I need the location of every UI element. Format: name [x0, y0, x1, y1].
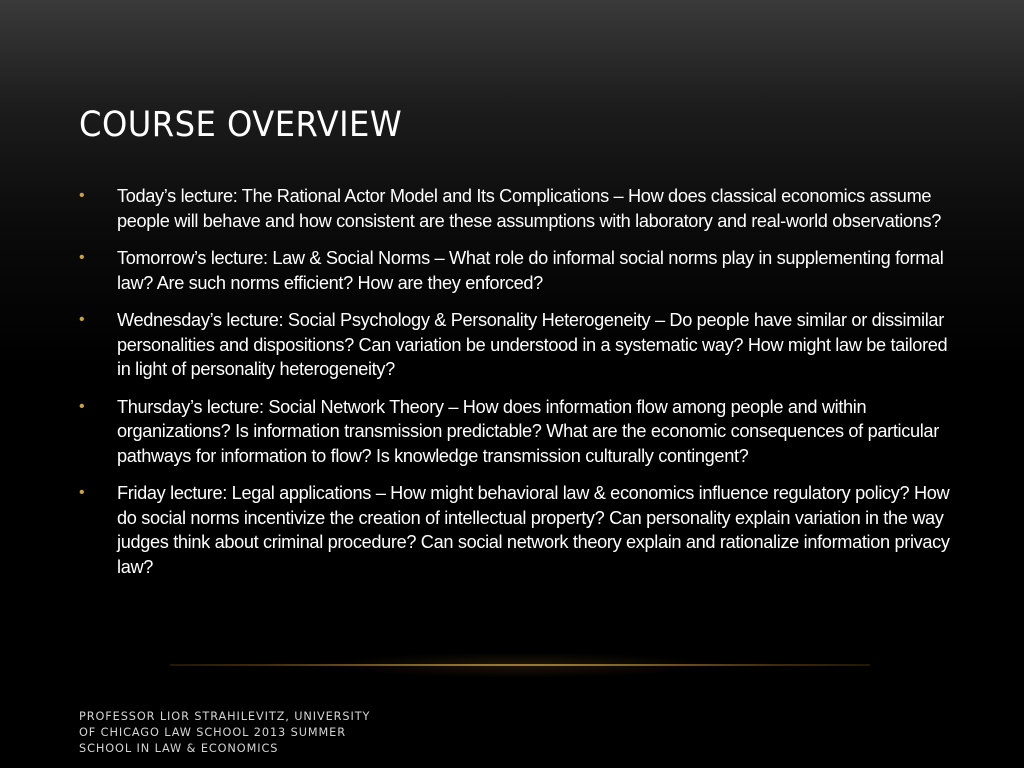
bullet-text: Today’s lecture: The Rational Actor Model and Its Complications – How does classical economics assume people will behave and how consistent are these assumptions with laboratory and real-world observations?: [117, 186, 941, 231]
bullet-item-wednesday: [79, 308, 959, 382]
bullet-item-today: [79, 184, 959, 233]
bullet-dot-icon: •: [79, 311, 85, 328]
bullet-text: Friday lecture: Legal applications – How might behavioral law & economics influence regulatory policy? How do social norms incentivize the creation of intellectual property? Can personality explain variation in the way judges think about criminal procedure? Can social network theory explain and rationalize information privacy law?: [117, 483, 950, 577]
bullet-dot-icon: •: [79, 249, 85, 266]
bullet-dot-icon: •: [79, 187, 85, 204]
bullet-item-tomorrow: [79, 246, 959, 295]
bullet-text: Wednesday’s lecture: Social Psychology & Personality Heterogeneity – Do people have similar or dissimilar personalities and dispositions? Can variation be understood in a systematic way? How might law be tailored in light of personality heterogeneity?: [117, 310, 948, 379]
bullet-list: [79, 184, 959, 592]
bullet-text: Tomorrow’s lecture: Law & Social Norms – What role do informal social norms play in supplementing formal law? Are such norms efficient? How are they enforced?: [117, 248, 944, 293]
bullet-text: Thursday’s lecture: Social Network Theory – How does information flow among people and within organizations? Is information transmission predictable? What are the economic consequences of particular pathways for information to flow? Is knowledge transmission culturally contingent?: [117, 396, 939, 466]
bullet-item-friday: [79, 481, 959, 579]
bullet-item-thursday: [79, 395, 959, 469]
bullet-dot-icon: •: [79, 397, 85, 415]
slide-footer: PROFESSOR LIOR STRAHILEVITZ, UNIVERSITY OF CHICAGO LAW SCHOOL 2013 SUMMER SCHOOL IN LAW & ECONOMICS: [79, 710, 371, 755]
slide-title: COURSE OVERVIEW: [79, 105, 403, 145]
bullet-dot-icon: •: [79, 484, 85, 501]
divider-line: [170, 664, 870, 666]
